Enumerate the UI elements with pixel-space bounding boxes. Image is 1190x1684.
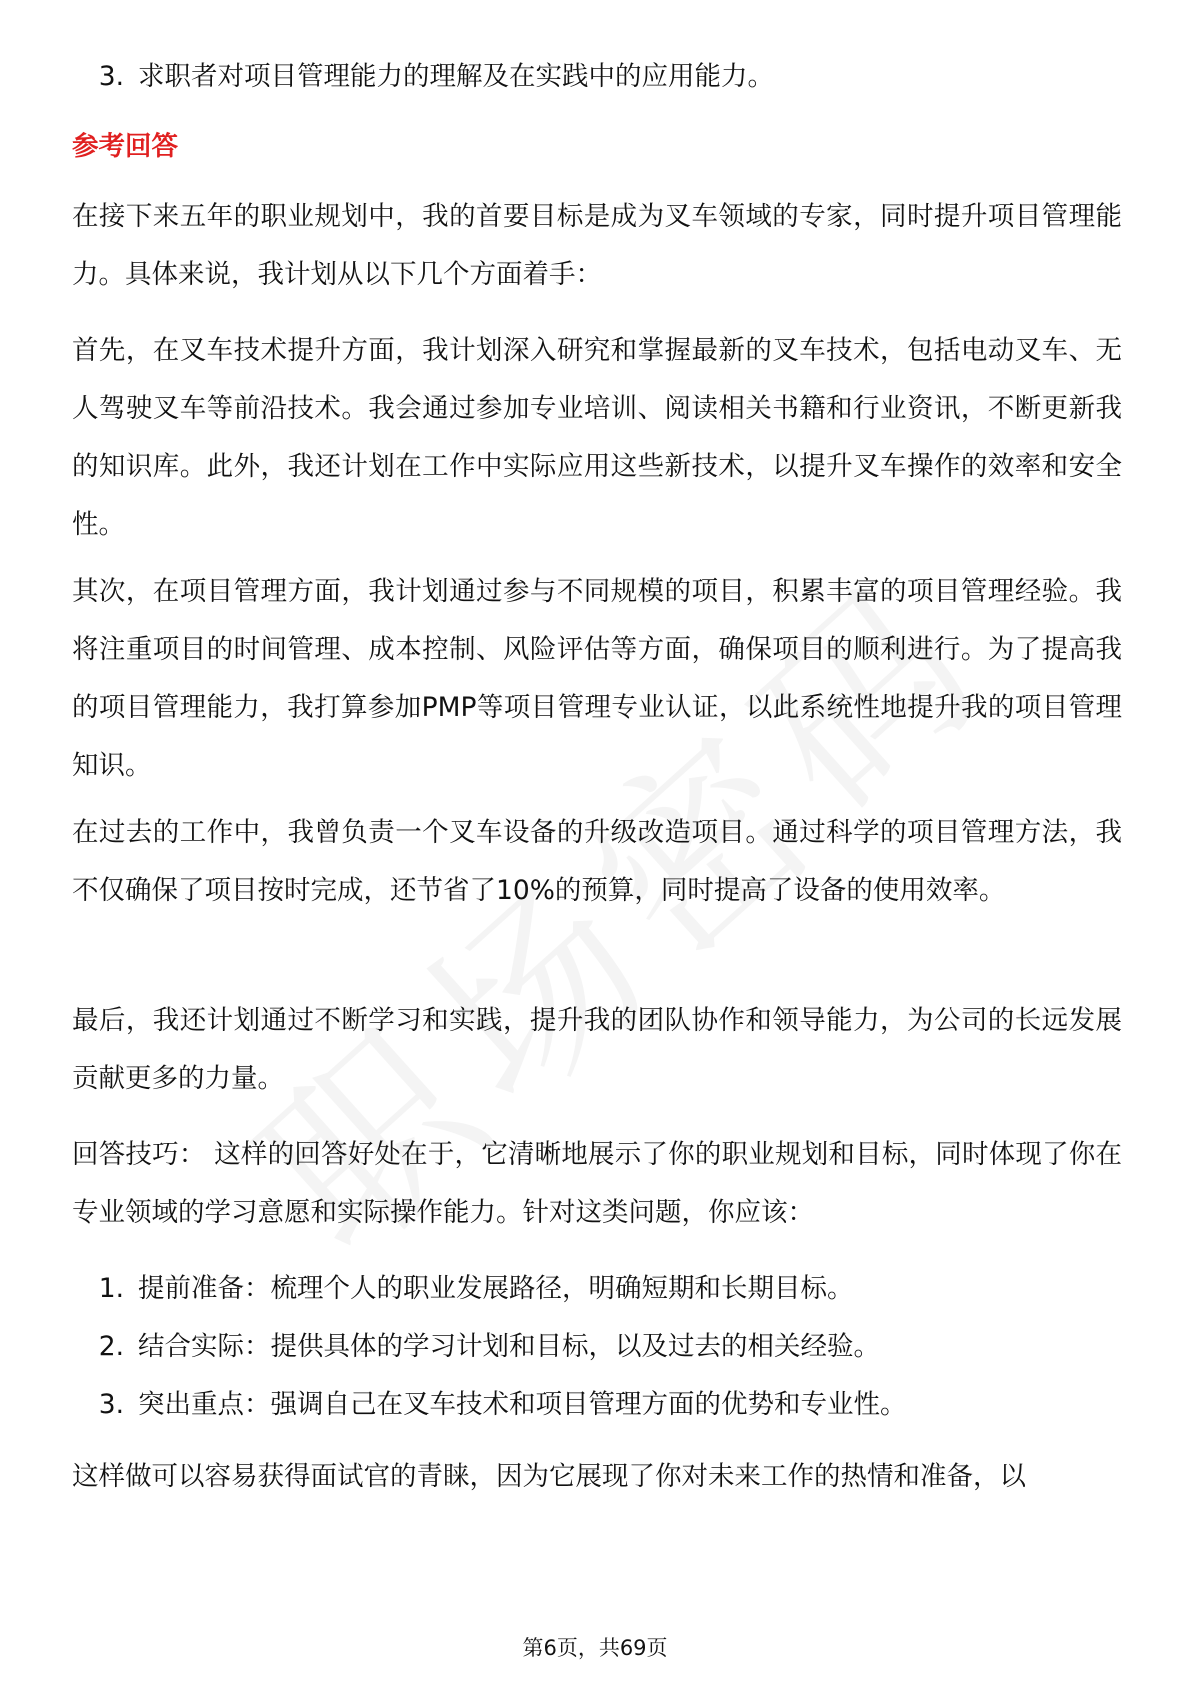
list-number: 3.: [98, 61, 124, 92]
list-item: [72, 1260, 1122, 1318]
section-heading: 参考回答: [72, 131, 178, 162]
page-footer: 第6页，共69页: [522, 1636, 668, 1660]
paragraph-closing: 这样做可以容易获得面试官的青睐，因为它展现了你对未来工作的热情和准备，以: [72, 1461, 1026, 1492]
paragraph-pm: 其次，在项目管理方面，我计划通过参与不同规模的项目，积累丰富的项目管理经验。我将注重项目的时间管理、成本控制、风险评估等方面，确保项目的顺利进行。为了提高我的项目管理能力，我打算参加PMP等项目管理专业认证，以此系统性地提升我的项目管理知识。: [72, 576, 1122, 781]
list-number: 3.: [98, 1389, 124, 1420]
paragraph-intro: 在接下来五年的职业规划中，我的首要目标是成为叉车领域的专家，同时提升项目管理能力。具体来说，我计划从以下几个方面着手：: [72, 201, 1122, 290]
list-text: 结合实际：提供具体的学习计划和目标，以及过去的相关经验。: [138, 1331, 880, 1362]
paragraph-final: 最后，我还计划通过不断学习和实践，提升我的团队协作和领导能力，为公司的长远发展贡献更多的力量。: [72, 1005, 1122, 1094]
top-list: [72, 48, 1122, 106]
list-item: [72, 1376, 1122, 1434]
paragraph-experience: 在过去的工作中，我曾负责一个叉车设备的升级改造项目。通过科学的项目管理方法，我不仅确保了项目按时完成，还节省了10%的预算，同时提高了设备的使用效率。: [72, 817, 1122, 906]
tips-list: [72, 1260, 1122, 1434]
list-item: [72, 1318, 1122, 1376]
paragraph-tips: 回答技巧： 这样的回答好处在于，它清晰地展示了你的职业规划和目标，同时体现了你在专业领域的学习意愿和实际操作能力。针对这类问题，你应该：: [72, 1139, 1122, 1228]
list-text: 提前准备：梳理个人的职业发展路径，明确短期和长期目标。: [138, 1273, 854, 1304]
paragraph-tech: 首先，在叉车技术提升方面，我计划深入研究和掌握最新的叉车技术，包括电动叉车、无人驾驶叉车等前沿技术。我会通过参加专业培训、阅读相关书籍和行业资讯，不断更新我的知识库。此外，我还计划在工作中实际应用这些新技术，以提升叉车操作的效率和安全性。: [72, 335, 1122, 540]
list-text: 突出重点：强调自己在叉车技术和项目管理方面的优势和专业性。: [138, 1389, 907, 1420]
list-text: 求职者对项目管理能力的理解及在实践中的应用能力。: [138, 61, 774, 92]
list-item: [72, 48, 1122, 106]
list-number: 1.: [98, 1273, 124, 1304]
list-number: 2.: [98, 1331, 124, 1362]
